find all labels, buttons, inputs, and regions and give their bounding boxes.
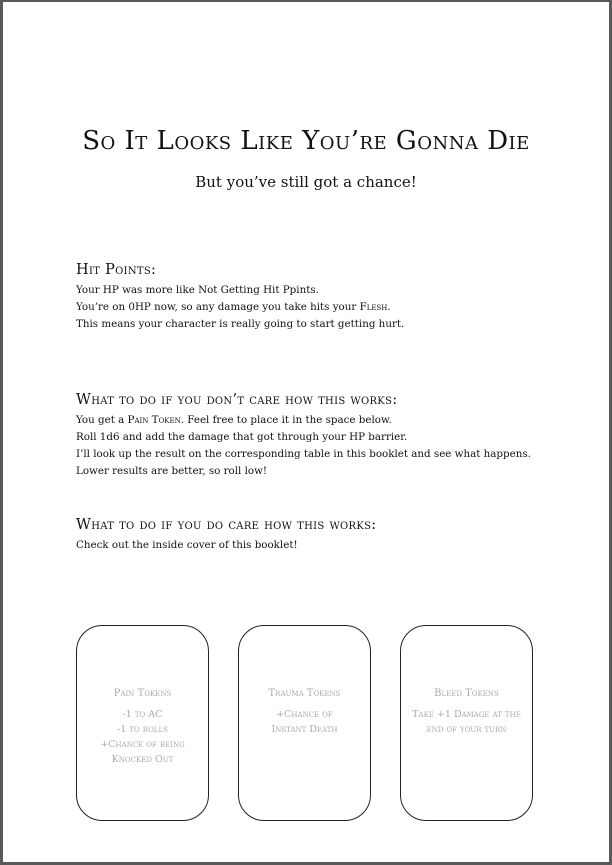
flesh-term: Flesh. <box>359 301 391 313</box>
card-body <box>401 707 532 737</box>
card-line: +Chance of being <box>100 739 185 750</box>
section-line: Lower results are better, so roll low! <box>76 465 268 477</box>
pain-token-term: Pain Token <box>127 414 181 426</box>
card-line: end of your turn <box>426 724 507 735</box>
section-line: Check out the inside cover of this booklet! <box>76 539 298 551</box>
card-line: Knocked Out <box>111 754 174 765</box>
page-title: So It Looks Like You’re Gonna Die <box>82 126 530 156</box>
section-hit-points <box>76 262 404 333</box>
section-line: This means your character is really going to start getting hurt. <box>76 318 405 330</box>
card-line: Take +1 Damage at the <box>412 709 521 720</box>
card-title: Bleed Tokens <box>434 688 499 699</box>
card-line: Instant Death <box>271 724 338 735</box>
section-dont-care <box>76 392 531 480</box>
card-body <box>239 707 370 737</box>
trauma-tokens-card <box>238 625 371 821</box>
card-line: -1 to rolls <box>117 724 168 735</box>
line-text: . Feel free to place it in the space below. <box>180 414 392 426</box>
card-line: +Chance of <box>276 709 333 720</box>
section-line <box>76 299 404 316</box>
page <box>3 2 609 862</box>
line-text: You get a <box>76 414 128 426</box>
line-text: You’re on 0HP now, so any damage you take hits your <box>76 301 360 313</box>
page-subtitle: But you’ve still got a chance! <box>195 173 417 191</box>
section-line: Roll 1d6 and add the damage that got through your HP barrier. <box>76 431 408 443</box>
card-title: Pain Tokens <box>113 688 172 699</box>
bleed-tokens-card <box>400 625 533 821</box>
card-line: -1 to AC <box>122 709 163 720</box>
section-heading: Hit Points: <box>76 262 157 278</box>
section-line: I’ll look up the result on the corresponding table in this booklet and see what happens. <box>76 448 531 460</box>
section-do-care <box>76 517 376 554</box>
card-title: Trauma Tokens <box>268 688 341 699</box>
card-body <box>77 707 208 767</box>
section-heading: What to do if you do care how this works: <box>76 517 377 533</box>
section-heading: What to do if you don’t care how this works: <box>76 392 398 408</box>
section-line: Your HP was more like Not Getting Hit Ppints. <box>76 284 319 296</box>
section-line <box>76 412 531 429</box>
pain-tokens-card <box>76 625 209 821</box>
